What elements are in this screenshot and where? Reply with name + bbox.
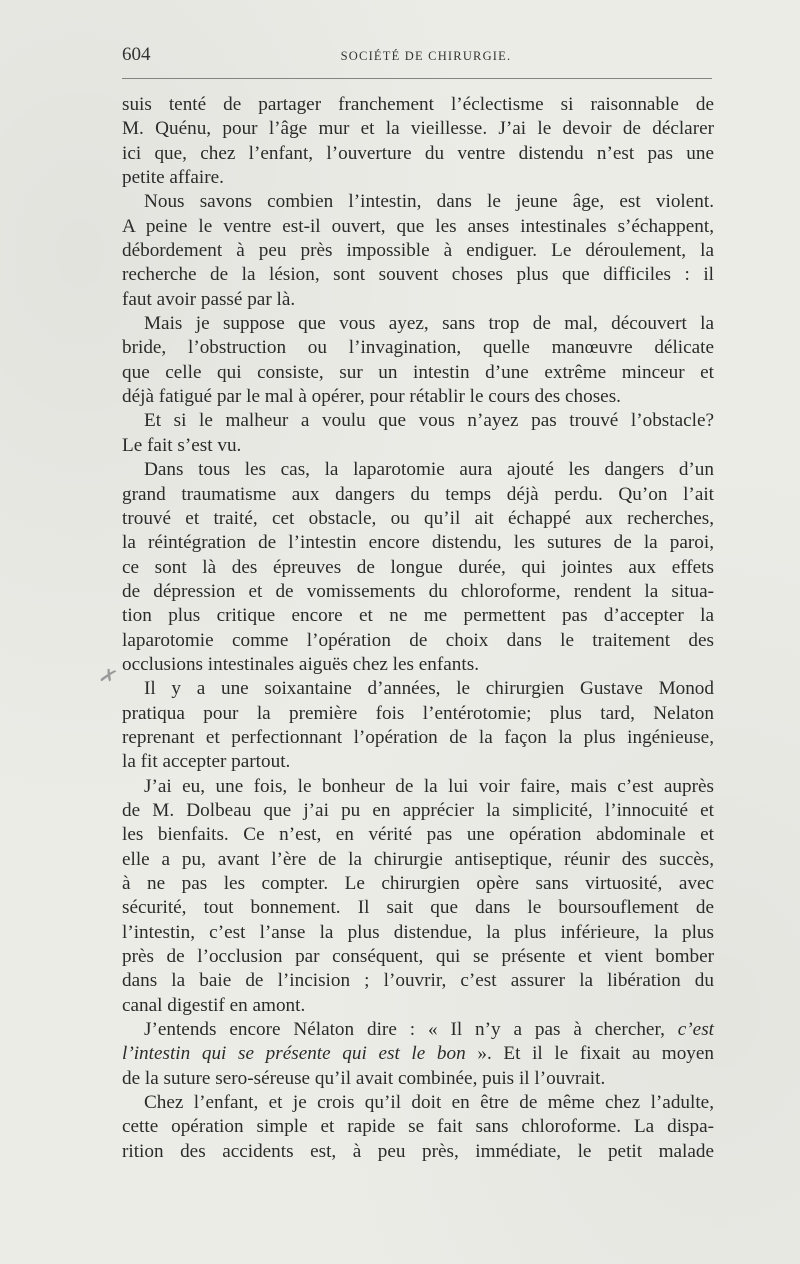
text-line	[122, 1042, 714, 1066]
paragraph	[122, 1091, 714, 1164]
text-line: reprenant et perfectionnant l’opération de la façon la plus ingénieuse,	[122, 726, 714, 748]
text-run: J’entends encore Nélaton dire : « Il n’y a pas à chercher,	[144, 1019, 678, 1041]
text-line: Chez l’enfant, et je crois qu’il doit en être de même chez l’adulte,	[144, 1092, 714, 1114]
paragraph	[122, 93, 714, 190]
text-line: les bienfaits. Ce n’est, en vérité pas une opération abdominale et	[122, 824, 714, 846]
margin-pencil-mark-icon: ✗	[96, 661, 121, 691]
text-line: Il y a une soixantaine d’années, le chirurgien Gustave Monod	[144, 678, 714, 700]
text-line: déjà fatigué par le mal à opérer, pour rétablir le cours des choses.	[122, 386, 621, 408]
text-run: ». Et il le fixait au moyen	[465, 1043, 714, 1065]
text-line: tion plus critique encore et ne me permettent pas d’accepter la	[122, 605, 714, 627]
running-head: SOCIÉTÉ DE CHIRURGIE.	[340, 49, 512, 63]
text-line: de dépression et de vomissements du chloroforme, rendent la situa-	[122, 580, 714, 602]
header-rule	[122, 78, 712, 79]
text-line: Le fait s’est vu.	[122, 434, 242, 456]
text-line: trouvé et traité, cet obstacle, ou qu’il ait échappé aux recherches,	[122, 507, 714, 529]
text-line: canal digestif en amont.	[122, 994, 306, 1016]
paragraph	[122, 775, 714, 1018]
body-text	[122, 93, 714, 1164]
text-line	[122, 1018, 714, 1042]
text-line: sécurité, tout bonnement. Il sait que dans le boursouflement de	[122, 897, 714, 919]
paragraph	[122, 312, 714, 409]
page-number: 604	[122, 44, 151, 65]
text-line: recherche de la lésion, sont souvent choses plus que difficiles : il	[122, 264, 714, 286]
text-line: petite affaire.	[122, 167, 224, 189]
text-line: près de l’occlusion par conséquent, qui se présente et vient bomber	[122, 946, 714, 968]
paragraph	[122, 458, 714, 677]
text-line: bride, l’obstruction ou l’invagination, quelle manœuvre délicate	[122, 337, 714, 359]
paragraph	[122, 677, 714, 774]
text-line: occlusions intestinales aiguës chez les enfants.	[122, 653, 479, 675]
italic-quote: l’intestin qui se présente qui est le bon	[122, 1043, 466, 1065]
text-line: A peine le ventre est-il ouvert, que les anses intestinales s’échappent,	[122, 215, 714, 237]
text-line: suis tenté de partager franchement l’éclectisme si raisonnable de	[122, 94, 714, 115]
text-line: la fit accepter partout.	[122, 751, 291, 773]
text-line: la réintégration de l’intestin encore distendu, les sutures de la paroi,	[122, 532, 714, 554]
text-line: débordement à peu près impossible à endiguer. Le déroulement, la	[122, 240, 714, 262]
text-line: elle a pu, avant l’ère de la chirurgie antiseptique, réunir des succès,	[122, 848, 714, 870]
paragraph	[122, 190, 714, 312]
text-line: Dans tous les cas, la laparotomie aura ajouté les dangers d’un	[144, 459, 714, 481]
text-line: que celle qui consiste, sur un intestin d’une extrême minceur et	[122, 361, 714, 383]
text-line: ce sont là des épreuves de longue durée, qui jointes aux effets	[122, 556, 714, 578]
paragraph	[122, 409, 714, 458]
text-line: ici que, chez l’enfant, l’ouverture du ventre distendu n’est pas une	[122, 142, 714, 164]
text-line: grand traumatisme aux dangers du temps déjà perdu. Qu’on l’ait	[122, 483, 714, 505]
paragraph-quote	[122, 1018, 714, 1091]
text-line: M. Quénu, pour l’âge mur et la vieillesse. J’ai le devoir de déclarer	[122, 118, 714, 140]
text-line: Nous savons combien l’intestin, dans le jeune âge, est violent.	[144, 191, 714, 213]
text-line: faut avoir passé par là.	[122, 288, 296, 310]
text-line: Mais je suppose que vous ayez, sans trop de mal, découvert la	[144, 313, 714, 335]
page-header	[122, 44, 712, 68]
text-line: à ne pas les compter. Le chirurgien opère sans virtuosité, avec	[122, 873, 714, 894]
italic-quote: c’est	[677, 1019, 714, 1041]
text-line: cette opération simple et rapide se fait sans chloroforme. La dispa-	[122, 1116, 714, 1138]
text-line: dans la baie de l’incision ; l’ouvrir, c’est assurer la libération du	[122, 970, 714, 992]
text-line: de la suture sero-séreuse qu’il avait combinée, puis il l’ouvrait.	[122, 1067, 606, 1089]
text-line: de M. Dolbeau que j’ai pu en apprécier la simplicité, l’innocuité et	[122, 799, 714, 821]
text-line: l’intestin, c’est l’anse la plus distendue, la plus inférieure, la plus	[122, 921, 714, 943]
text-line: J’ai eu, une fois, le bonheur de la lui voir faire, mais c’est auprès	[144, 775, 714, 797]
text-line: pratiqua pour la première fois l’entérotomie; plus tard, Nelaton	[122, 702, 714, 724]
text-line: Et si le malheur a voulu que vous n’ayez pas trouvé l’obstacle?	[144, 410, 714, 432]
text-line: laparotomie comme l’opération de choix dans le traitement des	[122, 629, 714, 651]
text-line: rition des accidents est, à peu près, immédiate, le petit malade	[122, 1140, 714, 1162]
